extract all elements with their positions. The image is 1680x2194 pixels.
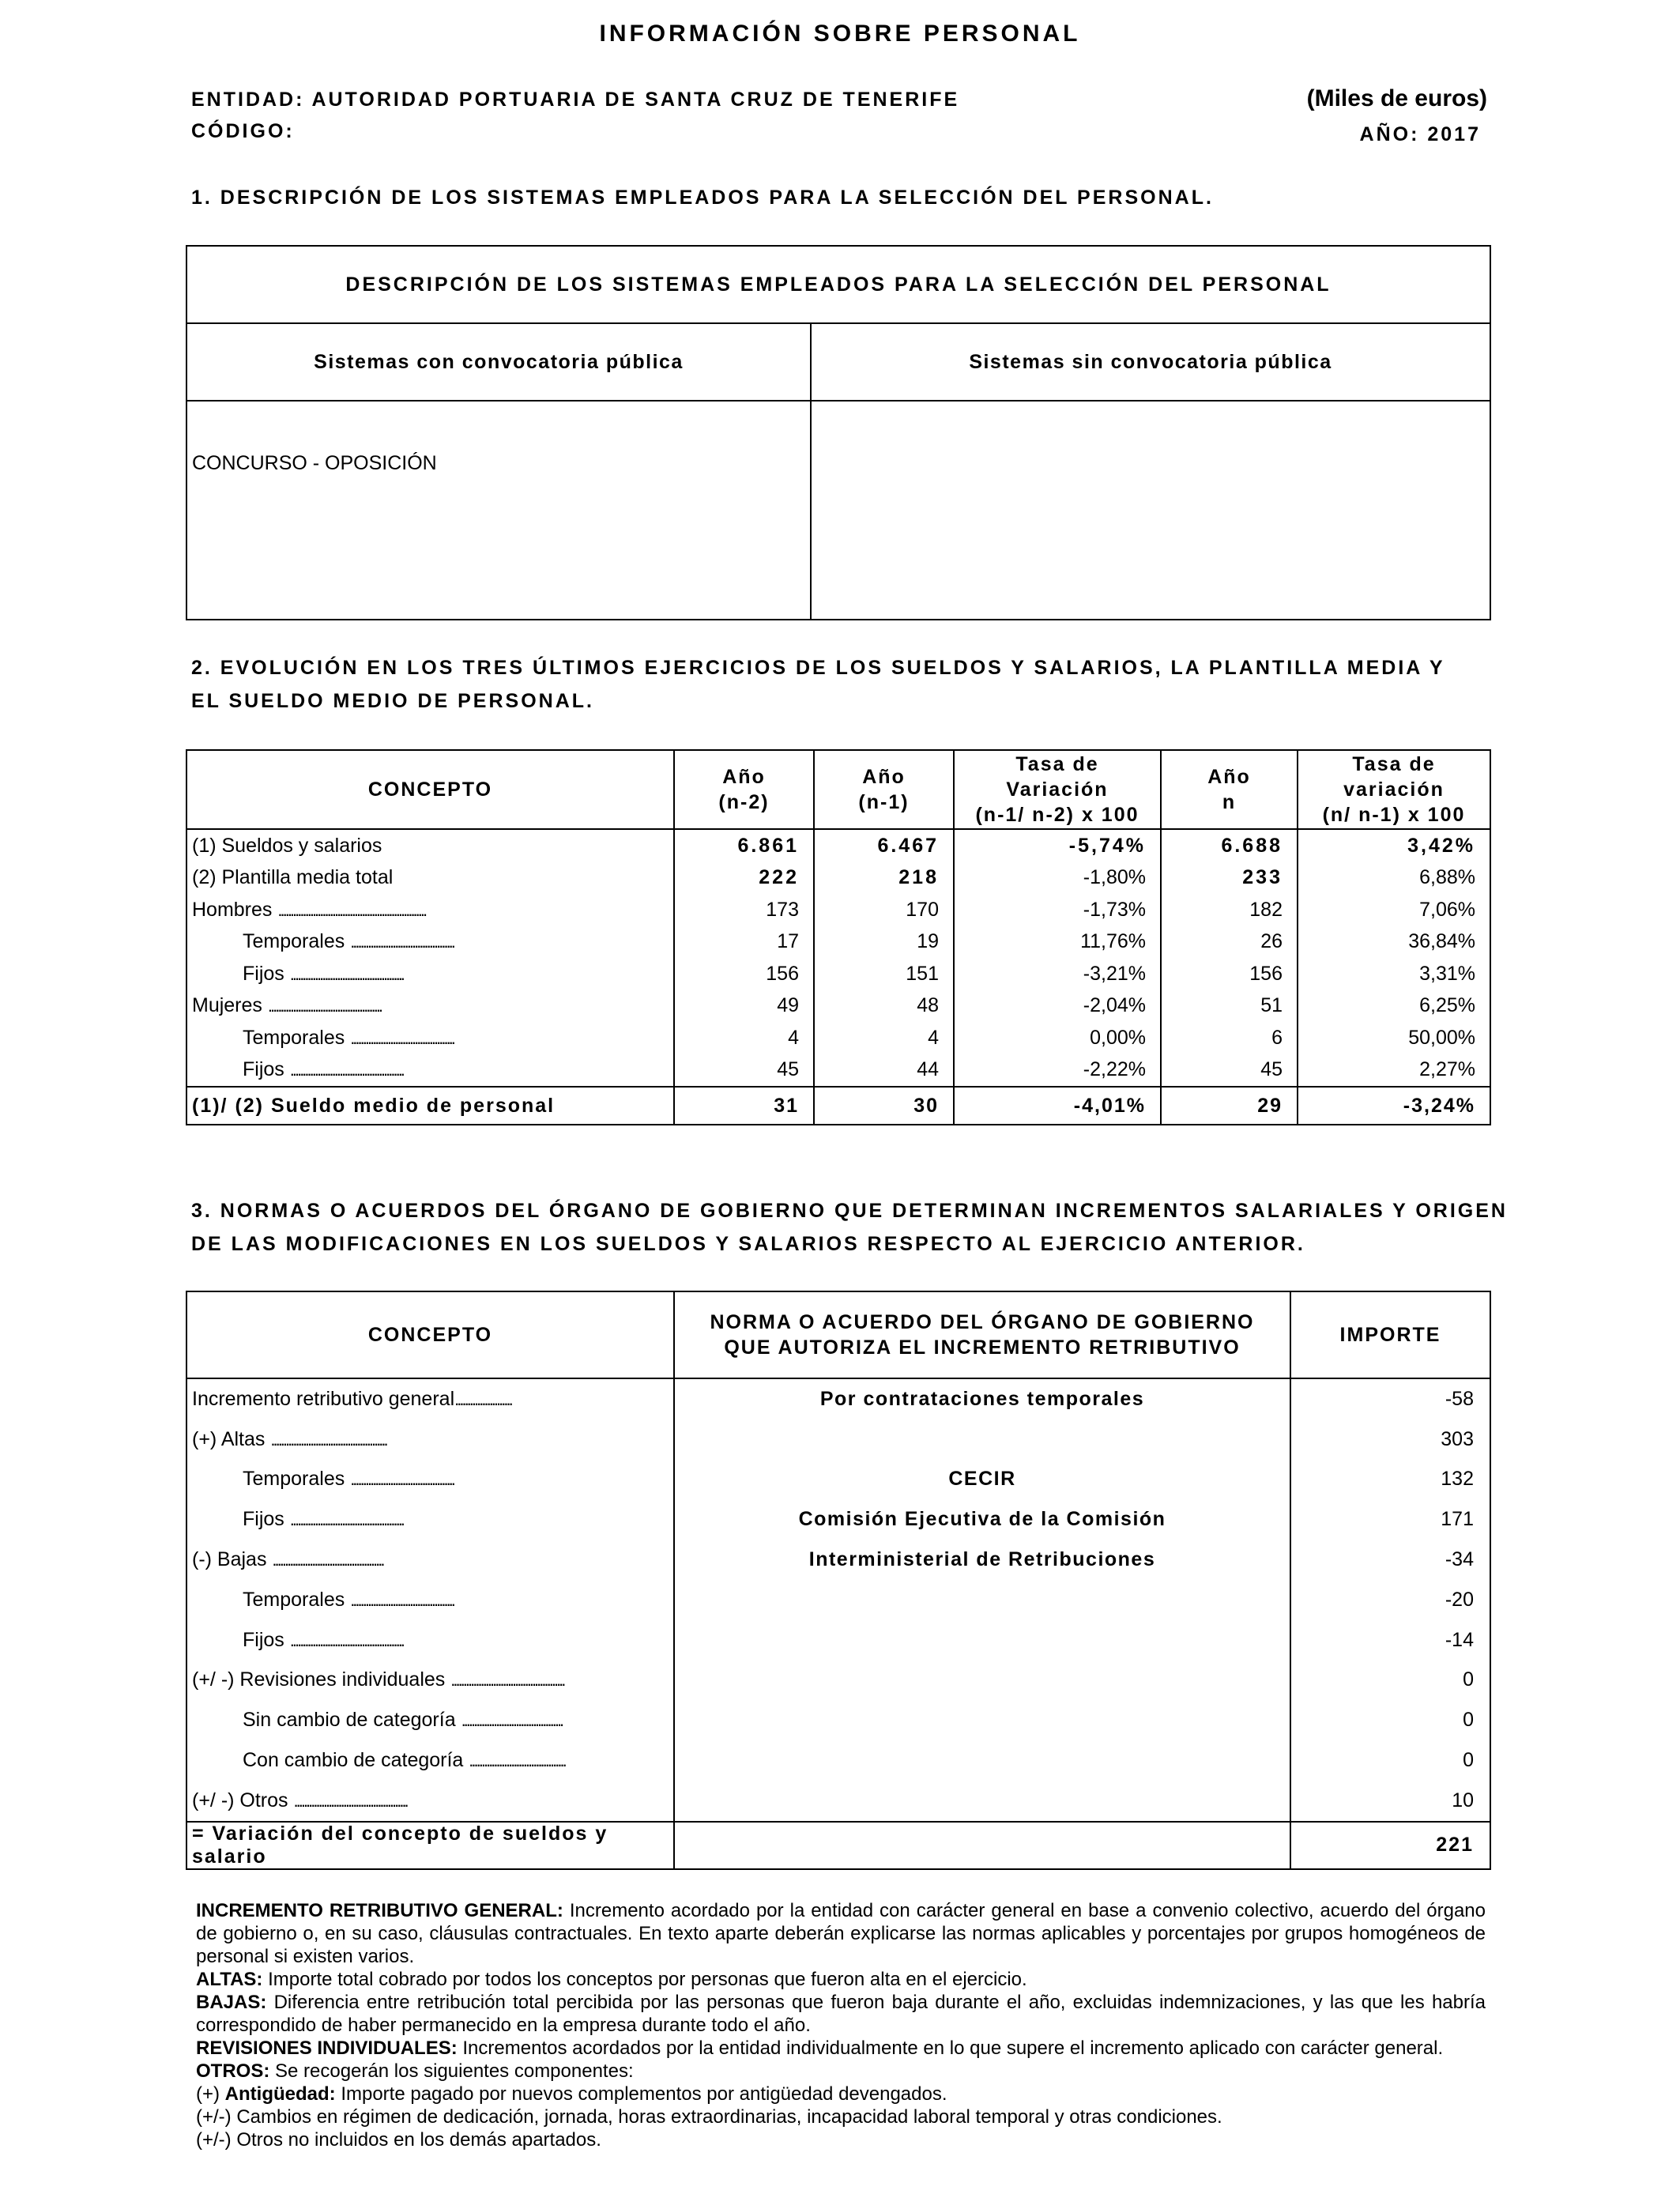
value-n1: 6.467 bbox=[814, 829, 954, 862]
total-rate-n1-n2: -4,01% bbox=[954, 1087, 1161, 1125]
row-label: (-) Bajas ............................................. bbox=[186, 1540, 674, 1580]
with-public-call-value: CONCURSO - OPOSICIÓN bbox=[186, 401, 811, 620]
table-row bbox=[186, 1781, 1490, 1822]
row-label: Temporales .......................................... bbox=[186, 1460, 674, 1500]
value-n2: 222 bbox=[674, 862, 814, 895]
row-label: (+/ -) Revisiones individuales .............................................. bbox=[186, 1661, 674, 1701]
note-bajas: BAJAS: Diferencia entre retribución total percibida por las personas que fueron baja durante el año, excluidas indemnizaciones, y las que les habría correspondido de haber permanecido en la empresa durante todo el año. bbox=[196, 1992, 1486, 2036]
norma-value bbox=[674, 1419, 1290, 1460]
row-label: Con cambio de categoría ....................................... bbox=[186, 1740, 674, 1781]
leader-dots: .............................................. bbox=[289, 1510, 403, 1530]
table-row bbox=[186, 990, 1490, 1023]
row-label: Temporales .......................................... bbox=[186, 1580, 674, 1620]
rate-n1-n2: -2,22% bbox=[954, 1054, 1161, 1088]
importe-value: 303 bbox=[1441, 1427, 1474, 1450]
importe-value: -58 bbox=[1445, 1387, 1474, 1410]
importe-value: -34 bbox=[1445, 1548, 1474, 1571]
table-row bbox=[186, 1460, 1490, 1500]
value-n2: 6.861 bbox=[674, 829, 814, 862]
header-concepto: CONCEPTO bbox=[186, 1291, 674, 1378]
norma-value: CECIR bbox=[674, 1460, 1290, 1500]
total-n2: 31 bbox=[674, 1087, 814, 1125]
leader-dots: .............................................. bbox=[289, 1060, 403, 1080]
norma-value: Comisión Ejecutiva de la Comisión bbox=[674, 1499, 1290, 1540]
note-altas: ALTAS: Importe total cobrado por todos los conceptos por personas que fueron alta en el ejercicio. bbox=[196, 1969, 1027, 1990]
header-year-n: Año n bbox=[1161, 750, 1298, 829]
row-label: (1) Sueldos y salarios bbox=[186, 829, 674, 862]
selection-systems-title: DESCRIPCIÓN DE LOS SISTEMAS EMPLEADOS PARA LA SELECCIÓN DEL PERSONAL bbox=[186, 246, 1490, 323]
leader-dots: .......................................... bbox=[350, 1027, 454, 1048]
value-n2: 4 bbox=[674, 1022, 814, 1054]
leader-dots: ............................................. bbox=[272, 1550, 383, 1570]
table-header-row bbox=[186, 750, 1490, 829]
norma-value: Interministerial de Retribuciones bbox=[674, 1540, 1290, 1580]
without-public-call-value bbox=[811, 401, 1490, 620]
leader-dots: .......................................... bbox=[350, 1469, 454, 1490]
importe-value: 171 bbox=[1441, 1508, 1474, 1531]
rate-n-n1: 6,25% bbox=[1419, 994, 1475, 1017]
table-row bbox=[186, 1054, 1490, 1088]
rate-n1-n2: 0,00% bbox=[954, 1022, 1161, 1054]
total-n: 29 bbox=[1161, 1087, 1298, 1125]
row-label: (+/ -) Otros .............................................. bbox=[186, 1781, 674, 1822]
col-with-public-call: Sistemas con convocatoria pública bbox=[186, 323, 811, 401]
leader-dots: .......................................... bbox=[350, 932, 454, 952]
header-year-n2: Año (n-2) bbox=[674, 750, 814, 829]
table-row bbox=[186, 1540, 1490, 1580]
value-n1: 48 bbox=[814, 990, 954, 1023]
norma-value bbox=[674, 1620, 1290, 1661]
row-label: Fijos .............................................. bbox=[186, 1620, 674, 1661]
importe-value: -20 bbox=[1445, 1588, 1474, 1611]
rate-n-n1: 3,42% bbox=[1407, 834, 1475, 857]
rate-n-n1: 3,31% bbox=[1419, 962, 1475, 985]
leader-dots: ............................................................ bbox=[277, 899, 426, 920]
total-label: = Variación del concepto de sueldos y salario bbox=[186, 1822, 674, 1869]
header-year-n1: Año (n-1) bbox=[814, 750, 954, 829]
row-label: Fijos .............................................. bbox=[186, 958, 674, 990]
value-n: 51 bbox=[1161, 990, 1298, 1023]
header-rate-n1-n2: Tasa de Variación (n-1/ n-2) x 100 bbox=[954, 750, 1161, 829]
table-row bbox=[186, 1419, 1490, 1460]
code-label: CÓDIGO: bbox=[191, 120, 295, 142]
norma-value bbox=[674, 1580, 1290, 1620]
total-rate-n-n1: -3,24% bbox=[1298, 1087, 1490, 1125]
entity-label: ENTIDAD: AUTORIDAD PORTUARIA DE SANTA CRUZ DE TENERIFE bbox=[191, 89, 960, 111]
rate-n-n1: 36,84% bbox=[1408, 930, 1475, 953]
note-cambios: (+/-) Cambios en régimen de dedicación, jornada, horas extraordinarias, incapacidad laboral temporal y otras condiciones. bbox=[196, 2106, 1222, 2128]
note-incremento: INCREMENTO RETRIBUTIVO GENERAL: Incremento acordado por la entidad con carácter general en base a convenio colectivo, acuerdo del órgano de gobierno o, en su caso, cláusulas contractuales. En texto aparte deberán explicarse las normas aplicables y porcentajes por grupos homogéneos de personal si existen varios. bbox=[196, 1900, 1486, 1967]
value-n1: 170 bbox=[814, 894, 954, 926]
row-label: Mujeres .............................................. bbox=[186, 990, 674, 1023]
total-n1: 30 bbox=[814, 1087, 954, 1125]
value-n: 182 bbox=[1161, 894, 1298, 926]
selection-systems-table bbox=[186, 245, 1491, 620]
note-antiguedad: (+) Antigüedad: Importe pagado por nuevos complementos por antigüedad devengados. bbox=[196, 2083, 947, 2105]
table-row bbox=[186, 1022, 1490, 1054]
total-label: (1)/ (2) Sueldo medio de personal bbox=[186, 1087, 674, 1125]
section3-heading-line2: DE LAS MODIFICACIONES EN LOS SUELDOS Y SALARIOS RESPECTO AL EJERCICIO ANTERIOR. bbox=[191, 1233, 1305, 1255]
leader-dots: ......................................... bbox=[461, 1710, 563, 1731]
table-row bbox=[186, 862, 1490, 895]
section2-heading-line2: EL SUELDO MEDIO DE PERSONAL. bbox=[191, 690, 594, 712]
leader-dots: .............................................. bbox=[267, 996, 382, 1016]
col-without-public-call: Sistemas sin convocatoria pública bbox=[811, 323, 1490, 401]
norma-value bbox=[674, 1740, 1290, 1781]
note-revisiones: REVISIONES INDIVIDUALES: Incrementos acordados por la entidad individualmente en lo que supere el incremento aplicado con carácter general. bbox=[196, 2038, 1444, 2059]
units-label: (Miles de euros) bbox=[1306, 85, 1487, 111]
leader-dots: .............................................. bbox=[289, 963, 403, 984]
rate-n-n1: 7,06% bbox=[1419, 898, 1475, 921]
page-title: INFORMACIÓN SOBRE PERSONAL bbox=[599, 21, 1081, 47]
value-n: 156 bbox=[1161, 958, 1298, 990]
norma-value bbox=[674, 1781, 1290, 1822]
note-otros-apartados: (+/-) Otros no incluidos en los demás apartados. bbox=[196, 2129, 601, 2151]
salary-changes-table bbox=[186, 1291, 1491, 1870]
value-n1: 4 bbox=[814, 1022, 954, 1054]
total-row bbox=[186, 1087, 1490, 1125]
table-row bbox=[186, 1378, 1490, 1419]
table-row bbox=[186, 1620, 1490, 1661]
row-label: Fijos .............................................. bbox=[186, 1054, 674, 1088]
table-row bbox=[186, 958, 1490, 990]
table-row bbox=[186, 1580, 1490, 1620]
value-n1: 19 bbox=[814, 926, 954, 959]
value-n: 6 bbox=[1161, 1022, 1298, 1054]
table-row bbox=[186, 1499, 1490, 1540]
leader-dots: .............................................. bbox=[289, 1630, 403, 1650]
leader-dots: .......................................... bbox=[350, 1589, 454, 1610]
value-n2: 173 bbox=[674, 894, 814, 926]
header-importe: IMPORTE bbox=[1290, 1291, 1490, 1378]
importe-value: 132 bbox=[1441, 1468, 1474, 1491]
value-n2: 45 bbox=[674, 1054, 814, 1088]
value-n: 233 bbox=[1161, 862, 1298, 895]
definitions-notes bbox=[196, 1899, 1486, 2151]
leader-dots: ............................................... bbox=[270, 1429, 386, 1449]
importe-value: -14 bbox=[1445, 1628, 1474, 1651]
leader-dots: .............................................. bbox=[293, 1790, 407, 1811]
importe-value: 10 bbox=[1452, 1789, 1474, 1811]
table-row bbox=[186, 829, 1490, 862]
rate-n-n1: 50,00% bbox=[1408, 1026, 1475, 1049]
rate-n1-n2: -2,04% bbox=[954, 990, 1161, 1023]
table-header-row bbox=[186, 1291, 1490, 1378]
norma-value bbox=[674, 1700, 1290, 1740]
value-n1: 218 bbox=[814, 862, 954, 895]
norma-value: Por contrataciones temporales bbox=[674, 1378, 1290, 1419]
table-row bbox=[186, 1740, 1490, 1781]
row-label: Incremento retributivo general....................... bbox=[186, 1378, 674, 1419]
value-n2: 49 bbox=[674, 990, 814, 1023]
importe-value: 0 bbox=[1463, 1709, 1474, 1732]
leader-dots: ....................................... bbox=[469, 1751, 565, 1771]
row-label: Sin cambio de categoría ......................................... bbox=[186, 1700, 674, 1740]
value-n: 26 bbox=[1161, 926, 1298, 959]
rate-n1-n2: -3,21% bbox=[954, 958, 1161, 990]
table-row bbox=[186, 926, 1490, 959]
leader-dots: ....................... bbox=[454, 1389, 511, 1409]
row-label: Temporales .......................................... bbox=[186, 1022, 674, 1054]
value-n1: 44 bbox=[814, 1054, 954, 1088]
value-n2: 156 bbox=[674, 958, 814, 990]
table-row bbox=[186, 1700, 1490, 1740]
header-rate-n-n1: Tasa de variación (n/ n-1) x 100 bbox=[1298, 750, 1490, 829]
value-n: 45 bbox=[1161, 1054, 1298, 1088]
value-n: 6.688 bbox=[1161, 829, 1298, 862]
salary-evolution-table bbox=[186, 749, 1491, 1125]
rate-n1-n2: -1,73% bbox=[954, 894, 1161, 926]
total-importe: 221 bbox=[1290, 1822, 1490, 1869]
leader-dots: .............................................. bbox=[450, 1670, 564, 1691]
total-row bbox=[186, 1822, 1490, 1869]
rate-n-n1: 6,88% bbox=[1419, 866, 1475, 889]
rate-n1-n2: 11,76% bbox=[954, 926, 1161, 959]
total-norma-empty bbox=[674, 1822, 1290, 1869]
note-otros: OTROS: Se recogerán los siguientes componentes: bbox=[196, 2060, 634, 2082]
table-row bbox=[186, 1661, 1490, 1701]
rate-n1-n2: -5,74% bbox=[954, 829, 1161, 862]
row-label: Hombres ............................................................ bbox=[186, 894, 674, 926]
row-label: Fijos .............................................. bbox=[186, 1499, 674, 1540]
value-n2: 17 bbox=[674, 926, 814, 959]
row-label: (2) Plantilla media total bbox=[186, 862, 674, 895]
table-row bbox=[186, 894, 1490, 926]
header-concepto: CONCEPTO bbox=[186, 750, 674, 829]
row-label: Temporales .......................................... bbox=[186, 926, 674, 959]
section2-heading-line1: 2. EVOLUCIÓN EN LOS TRES ÚLTIMOS EJERCICIOS DE LOS SUELDOS Y SALARIOS, LA PLANTILLA MEDIA Y bbox=[191, 657, 1445, 679]
rate-n-n1: 2,27% bbox=[1419, 1058, 1475, 1081]
section3-heading-line1: 3. NORMAS O ACUERDOS DEL ÓRGANO DE GOBIERNO QUE DETERMINAN INCREMENTOS SALARIALES Y ORIGEN bbox=[191, 1200, 1508, 1222]
year-label: AÑO: 2017 bbox=[1359, 123, 1481, 145]
norma-value bbox=[674, 1661, 1290, 1701]
rate-n1-n2: -1,80% bbox=[954, 862, 1161, 895]
value-n1: 151 bbox=[814, 958, 954, 990]
importe-value: 0 bbox=[1463, 1749, 1474, 1772]
importe-value: 0 bbox=[1463, 1668, 1474, 1691]
header-norma: NORMA O ACUERDO DEL ÓRGANO DE GOBIERNO QUE AUTORIZA EL INCREMENTO RETRIBUTIVO bbox=[674, 1291, 1290, 1378]
row-label: (+) Altas ............................................... bbox=[186, 1419, 674, 1460]
section1-heading: 1. DESCRIPCIÓN DE LOS SISTEMAS EMPLEADOS PARA LA SELECCIÓN DEL PERSONAL. bbox=[191, 187, 1214, 209]
